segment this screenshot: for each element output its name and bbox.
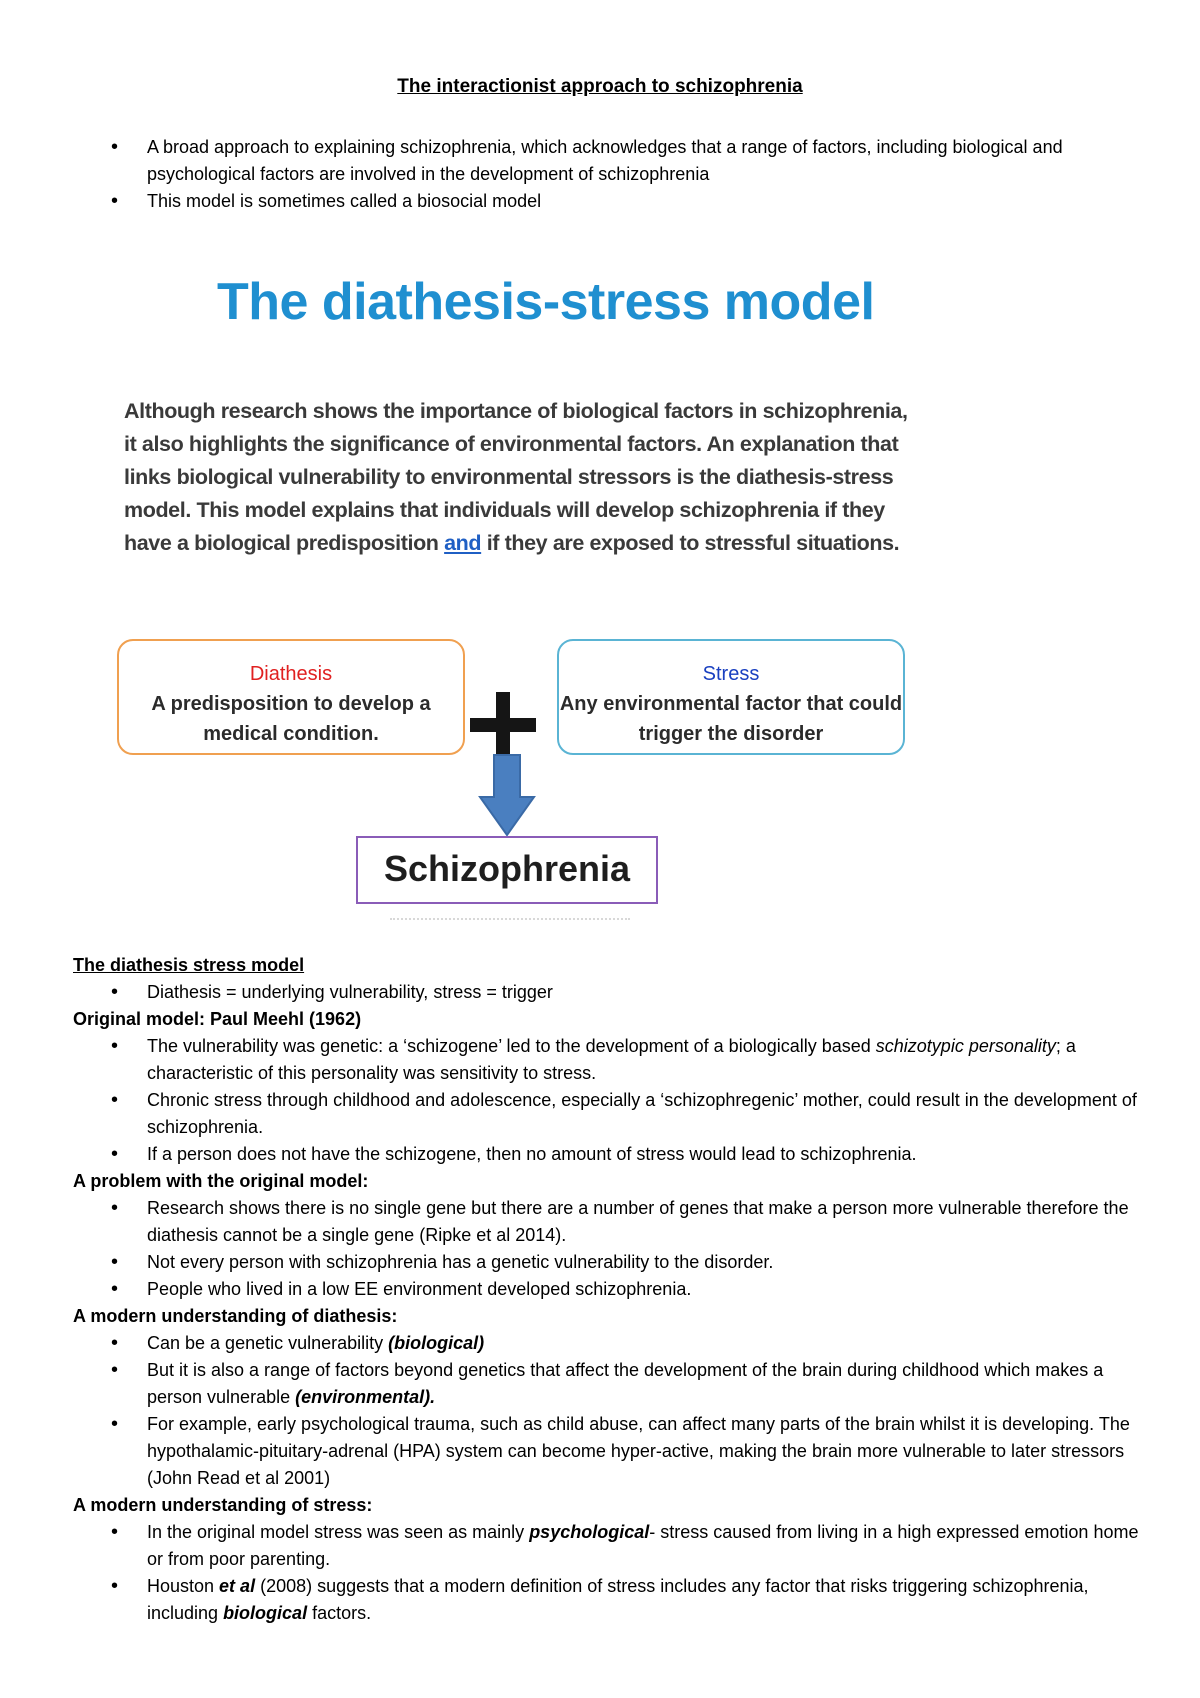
list-item: • Not every person with schizophrenia has a genetic vulnerability to the disorder. (73, 1249, 1153, 1276)
diathesis-text: A predisposition to develop a medical condition. (151, 693, 431, 745)
intro-list (73, 134, 1123, 215)
diathesis-heading: Diathesis (249, 663, 333, 685)
section-heading: Original model: Paul Meehl (1962) (73, 1009, 362, 1029)
stress-text: Any environmental factor that could trigger the disorder (559, 693, 903, 745)
section-heading: A problem with the original model: (73, 1171, 369, 1191)
text: But it is also a range of factors beyond genetics that affect the development of the brain during childhood which makes a person vulnerable (147, 1360, 1104, 1407)
list-item: • Chronic stress through childhood and adolescence, especially a ‘schizophregenic’ mother, could result in the development of schizophrenia. (73, 1087, 1153, 1141)
page-title: The interactionist approach to schizophrenia (397, 76, 803, 97)
stress-box (557, 639, 905, 755)
section-list (73, 1033, 1153, 1168)
diathesis-stress-figure (0, 262, 1200, 932)
list-item (73, 1330, 1153, 1357)
text: factors. (307, 1603, 372, 1623)
section-list (73, 1519, 1153, 1627)
emphasis: (biological) (388, 1333, 485, 1353)
text: Houston (147, 1576, 220, 1596)
section-list (73, 1195, 1153, 1303)
figure-title: The diathesis-stress model (217, 273, 875, 331)
text: The vulnerability was genetic: a ‘schizogene’ led to the development of a biologically based (147, 1036, 876, 1056)
notes-section (73, 952, 1153, 1627)
list-item (73, 1573, 1153, 1627)
text: In the original model stress was seen as mainly (147, 1522, 530, 1542)
section-list (73, 979, 1153, 1006)
emphasis: (environmental). (295, 1387, 436, 1407)
list-item: • A broad approach to explaining schizophrenia, which acknowledges that a range of factors, including biological and psychological factors are involved in the development of schizophrenia (73, 134, 1123, 188)
and-link[interactable]: and (444, 531, 482, 555)
list-item (73, 1357, 1153, 1411)
figure-paragraph-text-end: if they are exposed to stressful situations. (481, 531, 900, 555)
section-heading: The diathesis stress model (73, 955, 305, 975)
text: ; a characteristic of this personality was sensitivity to stress. (147, 1036, 1076, 1083)
text: - stress caused from living in a high expressed emotion home or from poor parenting. (147, 1522, 1139, 1569)
emphasis: psychological (529, 1522, 650, 1542)
text: (2008) suggests that a modern definition of stress includes any factor that risks triggering schizophrenia, including (147, 1576, 1089, 1623)
figure-paragraph (124, 395, 924, 560)
text: Can be a genetic vulnerability (147, 1333, 389, 1353)
list-item: • Research shows there is no single gene but there are a number of genes that make a person more vulnerable therefore the diathesis cannot be a single gene (Ripke et al 2014). (73, 1195, 1153, 1249)
emphasis: biological (223, 1603, 308, 1623)
list-item: • Diathesis = underlying vulnerability, stress = trigger (73, 979, 1153, 1006)
section-heading: A modern understanding of stress: (73, 1495, 373, 1515)
section-list (73, 1330, 1153, 1492)
emphasis: schizotypic personality (875, 1036, 1056, 1056)
figure-paragraph-text: Although research shows the importance of biological factors in schizophrenia, it also highlights the significance of environmental factors. An explanation that links biological vulnerability to environmental stressors is the diathesis-stress model. This model explains that individuals will develop schizophrenia if they have a biological predisposition (124, 399, 908, 555)
stress-heading: Stress (702, 663, 760, 685)
faint-caption-line (390, 918, 630, 924)
list-item: • For example, early psychological trauma, such as child abuse, can affect many parts of the brain whilst it is developing. The hypothalamic-pituitary-adrenal (HPA) system can become hyper-active, making the brain more vulnerable to later stressors (John Read et al 2001) (73, 1411, 1153, 1492)
down-arrow-icon (478, 753, 536, 837)
list-item (73, 1519, 1153, 1573)
list-item: • If a person does not have the schizogene, then no amount of stress would lead to schizophrenia. (73, 1141, 1153, 1168)
list-item (73, 1033, 1153, 1087)
schizophrenia-box: Schizophrenia (356, 836, 658, 904)
list-item: • This model is sometimes called a biosocial model (73, 188, 1123, 215)
list-item: • People who lived in a low EE environment developed schizophrenia. (73, 1276, 1153, 1303)
section-heading: A modern understanding of diathesis: (73, 1306, 398, 1326)
diathesis-box (117, 639, 465, 755)
plus-icon (468, 690, 538, 760)
emphasis: et al (219, 1576, 256, 1596)
